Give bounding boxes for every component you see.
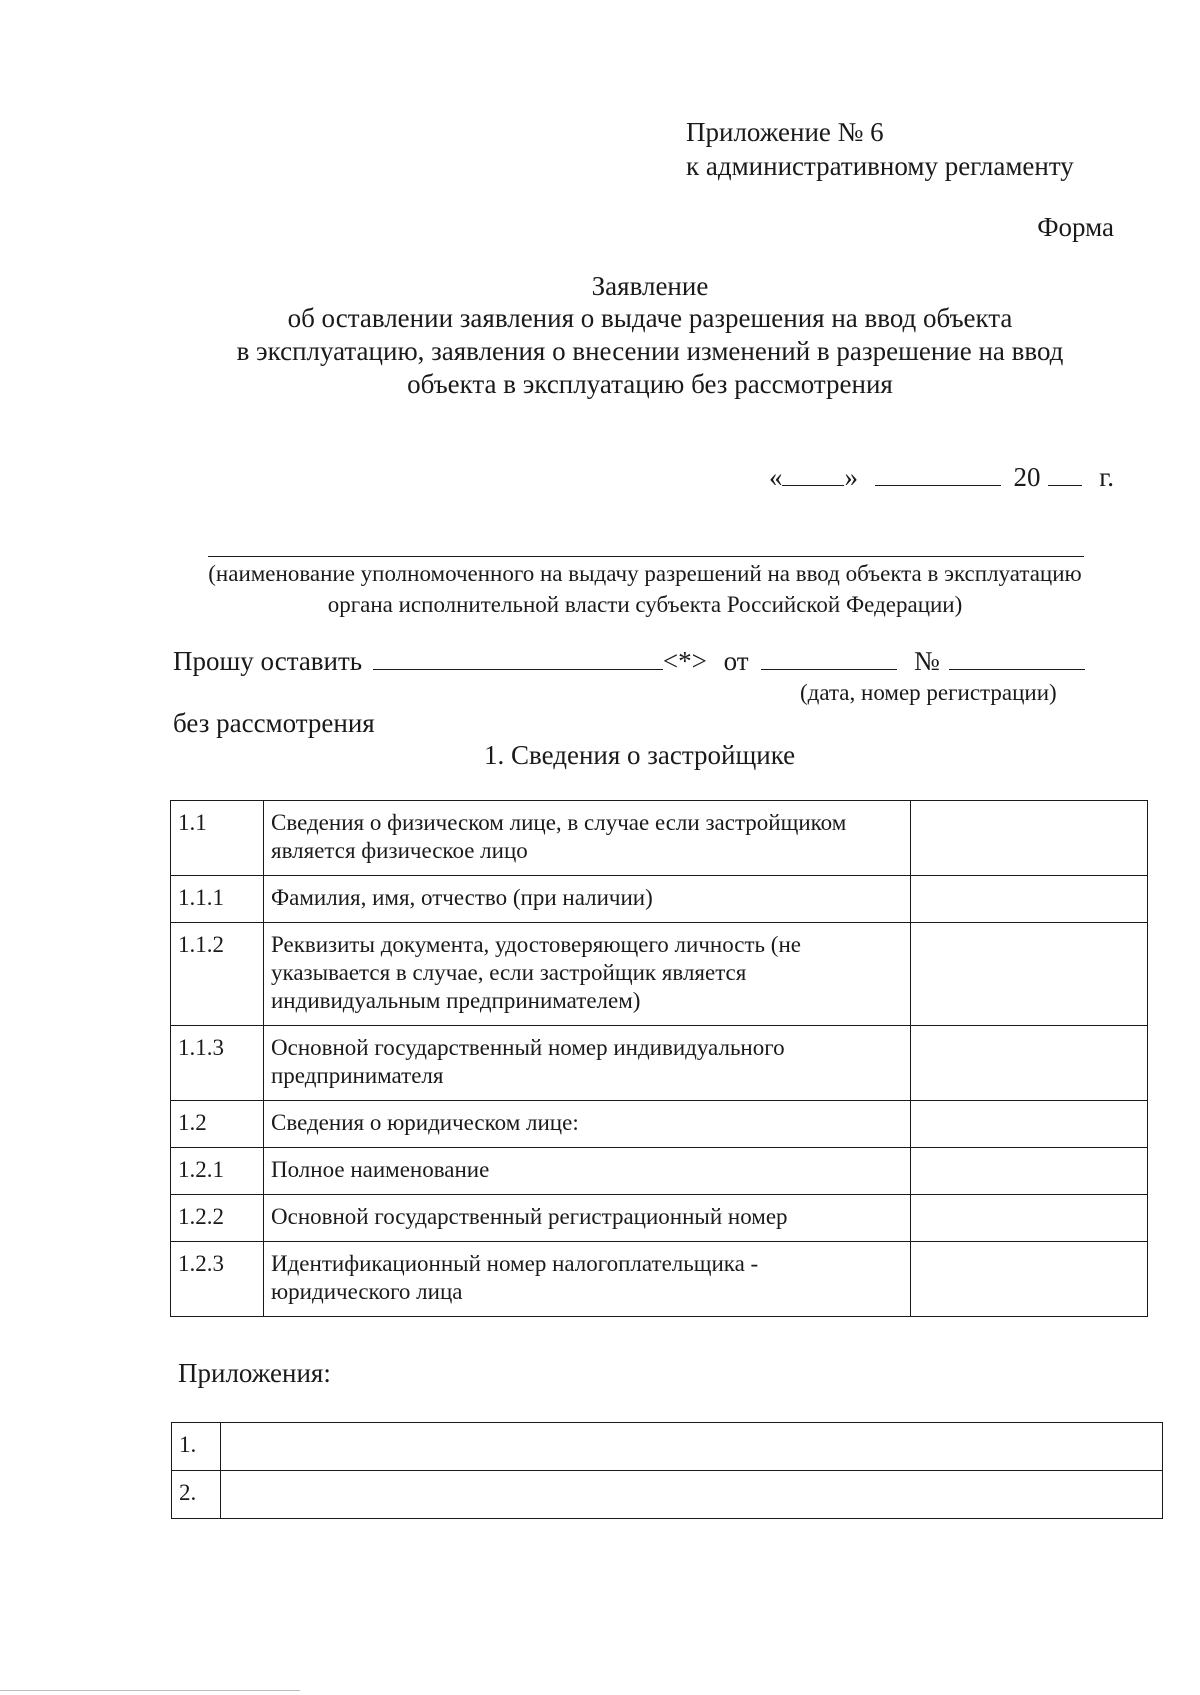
table-row [171, 801, 1148, 876]
registration-number-blank[interactable] [949, 647, 1085, 670]
authority-blank[interactable] [208, 556, 1084, 557]
date-field [769, 462, 1114, 493]
table-row [171, 1148, 1148, 1195]
row-description: Сведения о юридическом лице: [264, 1101, 911, 1148]
request-label: Прошу оставить [173, 646, 363, 676]
document-title: Заявление [591, 271, 709, 301]
row-value-cell[interactable] [911, 1148, 1148, 1195]
row-number: 1.1.2 [171, 923, 264, 1026]
row-number: 1.1 [171, 801, 264, 876]
footnote-mark: <*> [662, 646, 707, 676]
row-number: 1.1.3 [171, 1026, 264, 1101]
table-row [171, 1195, 1148, 1242]
document-subtitle-line2: в эксплуатацию, заявления о внесении изменений в разрешение на ввод [236, 336, 1064, 366]
row-description: Фамилия, имя, отчество (при наличии) [264, 876, 911, 923]
date-close-quote: » [844, 462, 858, 492]
attachment-number: 2. [172, 1471, 221, 1519]
table-row [172, 1423, 1163, 1471]
row-description: Основной государственный номер индивидуального предпринимателя [264, 1026, 911, 1101]
row-description: Реквизиты документа, удостоверяющего личность (не указывается в случае, если застройщик является индивидуальным предпринимателем) [264, 923, 911, 1026]
row-value-cell[interactable] [911, 1242, 1148, 1317]
row-number: 1.2.3 [171, 1242, 264, 1317]
authority-caption-line2: органа исполнительной власти субъекта Российской Федерации) [327, 592, 963, 617]
day-blank[interactable] [782, 463, 844, 486]
page-edge-line [0, 1690, 300, 1691]
appendix-number: Приложение № 6 [686, 117, 884, 147]
application-blank[interactable] [373, 647, 663, 670]
authority-caption [170, 558, 1120, 620]
row-description: Сведения о физическом лице, в случае если застройщиком является физическое лицо [264, 801, 911, 876]
year-suffix: г. [1099, 462, 1114, 492]
row-value-cell[interactable] [911, 1026, 1148, 1101]
document-subtitle-line1: об оставлении заявления о выдаче разрешения на ввод объекта [287, 303, 1013, 333]
from-label: от [723, 646, 749, 676]
row-description: Основной государственный регистрационный номер [264, 1195, 911, 1242]
month-blank[interactable] [875, 463, 1001, 486]
attachments-table [171, 1422, 1163, 1519]
row-description: Идентификационный номер налогоплательщика - юридического лица [264, 1242, 911, 1317]
row-number: 1.2 [171, 1101, 264, 1148]
row-value-cell[interactable] [911, 801, 1148, 876]
appendix-regulation: к административному регламенту [686, 151, 1074, 181]
developer-table [170, 800, 1148, 1317]
table-row [171, 1026, 1148, 1101]
document-subtitle-line3: объекта в эксплуатацию без рассмотрения [407, 369, 893, 399]
attachment-value-cell[interactable] [221, 1423, 1163, 1471]
row-description: Полное наименование [264, 1148, 911, 1195]
row-value-cell[interactable] [911, 876, 1148, 923]
without-review-text: без рассмотрения [173, 708, 375, 738]
table-row [172, 1471, 1163, 1519]
row-value-cell[interactable] [911, 1101, 1148, 1148]
row-value-cell[interactable] [911, 1195, 1148, 1242]
form-label: Форма [1037, 212, 1114, 242]
table-row [171, 1242, 1148, 1317]
table-row [171, 876, 1148, 923]
row-number: 1.2.1 [171, 1148, 264, 1195]
year-prefix: 20 [1013, 462, 1041, 492]
table-row [171, 923, 1148, 1026]
row-number: 1.2.2 [171, 1195, 264, 1242]
attachment-value-cell[interactable] [221, 1471, 1163, 1519]
section-developer-title: 1. Сведения о застройщике [484, 740, 796, 770]
date-open-quote: « [768, 462, 783, 492]
row-number: 1.1.1 [171, 876, 264, 923]
registration-date-blank[interactable] [761, 647, 897, 670]
registration-caption: (дата, номер регистрации) [800, 680, 1057, 705]
year-blank[interactable] [1048, 463, 1082, 486]
number-label: № [914, 646, 940, 676]
attachment-number: 1. [172, 1423, 221, 1471]
row-value-cell[interactable] [911, 923, 1148, 1026]
authority-caption-line1: (наименование уполномоченного на выдачу разрешений на ввод объекта в эксплуатацию [208, 561, 1082, 586]
request-line [173, 646, 1085, 677]
table-row [171, 1101, 1148, 1148]
attachments-title: Приложения: [178, 1358, 331, 1388]
